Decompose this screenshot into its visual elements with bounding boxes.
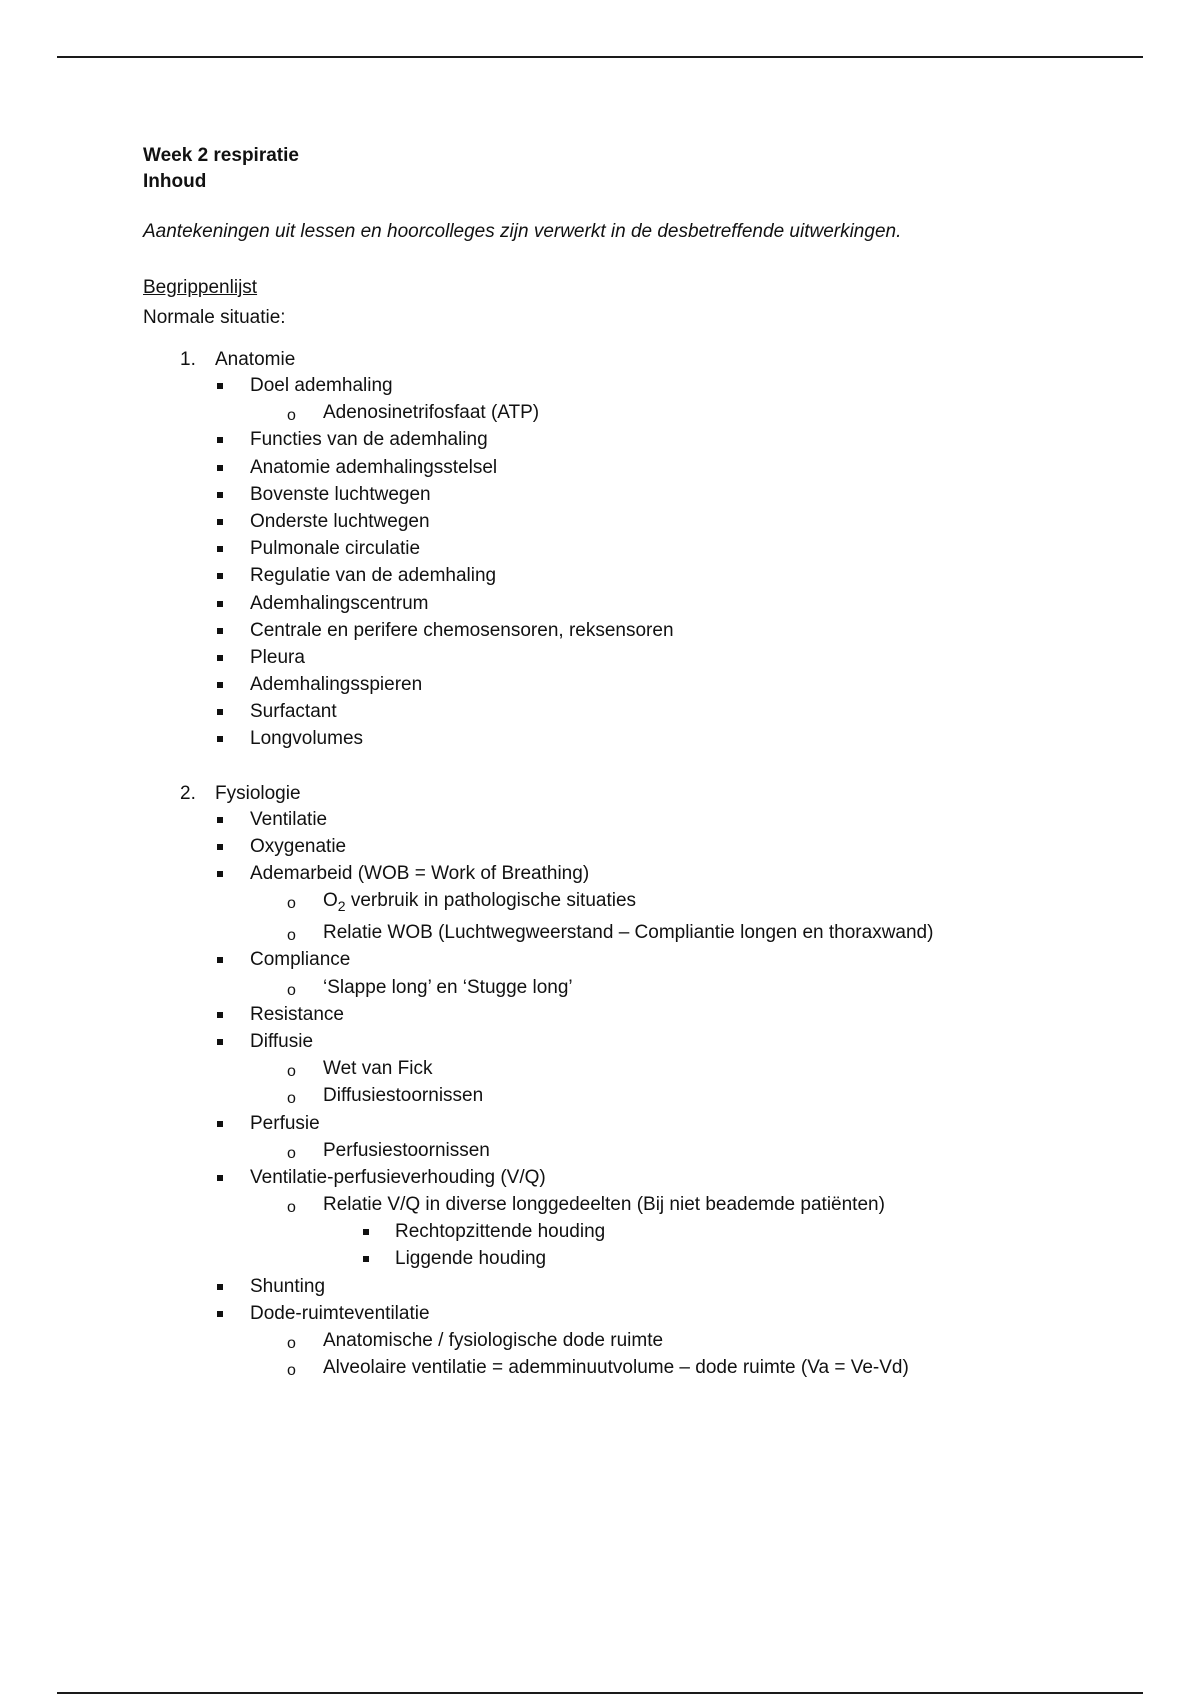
bullet-square-icon [217,519,223,525]
bullet-square-icon [217,601,223,607]
list-item: o ‘Slappe long’ en ‘Stugge long’ [143,975,1123,1002]
bullet-circle-icon: o [287,1335,296,1352]
section-subheading: Normale situatie: [143,307,286,328]
list-item: Shunting [143,1274,1123,1301]
bullet-circle-icon: o [287,895,296,913]
bullet-square-icon [217,465,223,471]
list-item: Compliance [143,947,1123,974]
list-item: Anatomie ademhalingsstelsel [143,455,1123,482]
bullet-circle-icon: o [287,927,296,945]
bullet-square-icon [217,1284,223,1290]
list-item: Pulmonale circulatie [143,536,1123,563]
intro-note: Aantekeningen uit lessen en hoorcolleges zijn verwerkt in de desbetreffende uitwerkingen. [143,221,902,242]
document-body [143,143,1123,1382]
list-item: Perfusie [143,1111,1123,1138]
bullet-square-icon [363,1229,369,1235]
list-item: Ventilatie-perfusieverhouding (V/Q) [143,1165,1123,1192]
bullet-square-icon [217,871,223,877]
list-item: Oxygenatie [143,834,1123,861]
bullet-circle-icon: o [287,407,296,425]
list-item: Bovenste luchtwegen [143,482,1123,509]
list-item: Ventilatie [143,807,1123,834]
list-item: Functies van de ademhaling [143,427,1123,454]
bullet-circle-icon: o [287,1199,296,1217]
bullet-square-icon [217,817,223,823]
bullet-square-icon [217,492,223,498]
list-item: Ademarbeid (WOB = Work of Breathing) [143,861,1123,888]
bullet-square-icon [217,682,223,688]
bullet-circle-icon: o [287,1090,296,1108]
bullet-circle-icon: o [287,981,296,999]
bullet-square-icon [217,546,223,552]
bullet-square-icon [363,1256,369,1262]
bullet-square-icon [217,709,223,715]
list-item: Ademhalingsspieren [143,672,1123,699]
list-item: Surfactant [143,699,1123,726]
bullet-square-icon [217,437,223,443]
list-item: Doel ademhaling [143,373,1123,400]
list-item: Dode-ruimteventilatie [143,1301,1123,1328]
list-item-anatomie [143,347,1123,373]
list-item: o Alveolaire ventilatie = ademminuutvolume – dode ruimte (Va = Ve-Vd) [143,1355,1123,1382]
list-item: Resistance [143,1002,1123,1029]
footer-rule [57,1692,1143,1694]
document-subtitle: Inhoud [143,171,207,192]
section-heading: Begrippenlijst [143,277,258,298]
list-item: o Relatie WOB (Luchtwegweerstand – Compliantie longen en thoraxwand) [143,920,1123,947]
list-item: o Adenosinetrifosfaat (ATP) [143,400,1123,427]
bullet-circle-icon: o [287,1063,296,1081]
list-item: o Anatomische / fysiologische dode ruimte [143,1328,1123,1355]
list-label: Fysiologie [215,782,301,804]
bullet-circle-icon: o [287,1144,296,1162]
list-item: Regulatie van de ademhaling [143,563,1123,590]
bullet-square-icon [217,957,223,963]
list-item: Rechtopzittende houding [143,1219,1123,1246]
bullet-square-icon [217,1121,223,1127]
list-item: Ademhalingscentrum [143,591,1123,618]
bullet-square-icon [217,1039,223,1045]
list-item: Centrale en perifere chemosensoren, reksensoren [143,618,1123,645]
bullet-square-icon [217,383,223,389]
list-item: Diffusie [143,1029,1123,1056]
header-rule [57,56,1143,58]
list-item: o $O_2$ verbruik in pathologische situaties [143,888,1123,920]
bullet-circle-icon: o [287,1362,296,1380]
list-item: Longvolumes [143,726,1123,753]
bullet-square-icon [217,628,223,634]
list-item: o Relatie V/Q in diverse longgedeelten (Bij niet beademde patiënten) [143,1192,1123,1219]
list-label: Anatomie [215,349,296,370]
list-item-fysiologie [143,781,1123,807]
list-item: Pleura [143,645,1123,672]
bullet-square-icon [217,573,223,579]
document-title: Week 2 respiratie [143,145,299,166]
list-item: o Diffusiestoornissen [143,1083,1123,1110]
list-item: Liggende houding [143,1246,1123,1273]
bullet-square-icon [217,1012,223,1018]
list-item: Onderste luchtwegen [143,509,1123,536]
list-item: o Wet van Fick [143,1056,1123,1083]
bullet-square-icon [217,655,223,661]
bullet-square-icon [217,736,223,742]
list-number: 1. [180,349,196,370]
list-number: 2. [180,782,196,804]
bullet-square-icon [217,1311,223,1317]
bullet-square-icon [217,1175,223,1181]
list-item: o Perfusiestoornissen [143,1138,1123,1165]
bullet-square-icon [217,844,223,850]
